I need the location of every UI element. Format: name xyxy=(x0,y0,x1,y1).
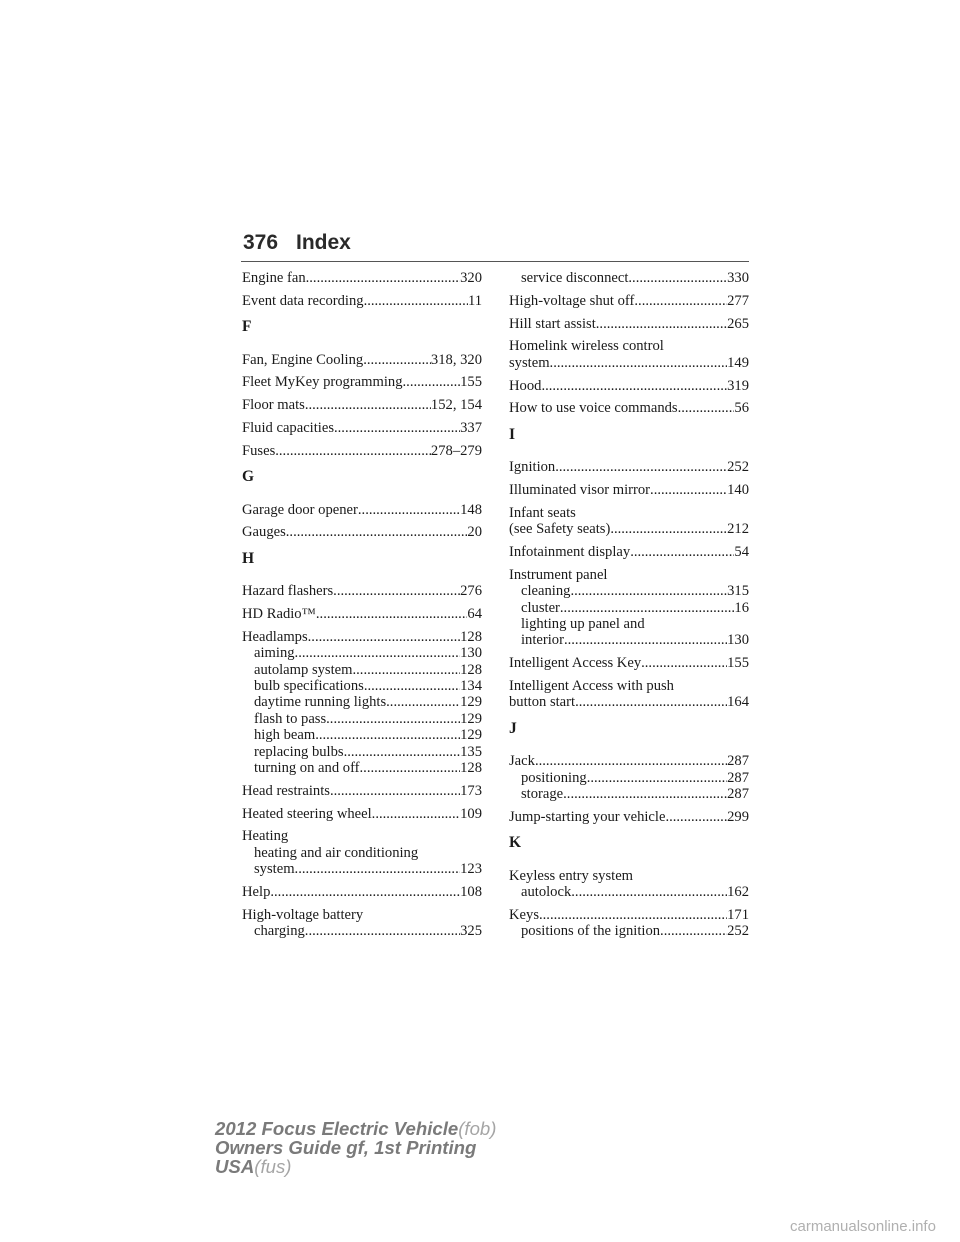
index-term: Fan, Engine Cooling xyxy=(242,351,364,368)
page-reference: 164 xyxy=(727,694,749,711)
index-entry-line xyxy=(509,338,749,354)
dot-leader xyxy=(286,524,468,540)
index-letter-heading: G xyxy=(242,468,255,486)
index-term: Gauges xyxy=(242,524,286,541)
index-term: lighting up panel and xyxy=(521,616,645,632)
index-entry xyxy=(509,400,749,416)
index-term: positioning xyxy=(521,769,587,786)
index-entry-line xyxy=(242,352,482,368)
index-term: Floor mats xyxy=(242,397,305,414)
index-term: positions of the ignition xyxy=(521,923,661,940)
dot-leader xyxy=(660,923,727,939)
index-term: HD Radio™ xyxy=(242,605,316,622)
page-reference: 330 xyxy=(727,270,749,286)
index-entry-line xyxy=(242,374,482,390)
index-letter-heading: H xyxy=(242,549,255,567)
dot-leader xyxy=(363,352,431,368)
index-term: high beam xyxy=(254,727,316,744)
page-reference: 320 xyxy=(460,270,482,286)
index-term: Keys xyxy=(509,906,539,923)
index-entry-line xyxy=(509,753,749,769)
index-entry-line xyxy=(509,378,749,394)
index-entry xyxy=(242,443,482,459)
index-subentry xyxy=(242,727,482,743)
page-reference: 265 xyxy=(727,315,749,332)
page-number: 376 xyxy=(243,231,279,254)
index-subentry xyxy=(242,711,482,727)
index-term: Infant seats xyxy=(509,504,576,521)
header-divider xyxy=(241,261,749,262)
page-reference: 56 xyxy=(734,400,749,417)
dot-leader xyxy=(270,884,460,900)
index-term: autolamp system xyxy=(254,661,353,678)
page-reference: 130 xyxy=(460,645,482,662)
dot-leader xyxy=(575,694,727,710)
watermark: carmanualsonline.info xyxy=(790,1218,936,1235)
dot-leader xyxy=(364,678,460,694)
dot-leader xyxy=(560,600,735,616)
page-reference: 152, 154 xyxy=(430,397,482,414)
index-entry-line xyxy=(242,420,482,436)
index-entry xyxy=(242,397,482,413)
index-entry xyxy=(509,338,749,371)
page-reference: 129 xyxy=(460,710,482,727)
index-entry xyxy=(509,544,749,560)
page-reference: 287 xyxy=(727,786,749,803)
index-term: Jack xyxy=(509,753,535,770)
dot-leader xyxy=(364,293,468,309)
index-term: Fleet MyKey programming xyxy=(242,374,403,391)
index-term: Hood xyxy=(509,377,542,394)
dot-leader xyxy=(386,694,460,710)
index-entry-line xyxy=(242,293,482,309)
index-term: (see Safety seats) xyxy=(509,521,611,538)
index-term: Garage door opener xyxy=(242,501,358,518)
index-entry xyxy=(242,374,482,390)
index-term: Hill start assist xyxy=(509,315,596,332)
dot-leader xyxy=(344,744,461,760)
page-title: Index xyxy=(296,231,351,254)
dot-leader xyxy=(570,583,727,599)
index-entry xyxy=(242,629,482,777)
index-entry-line xyxy=(242,606,482,622)
dot-leader xyxy=(334,420,460,436)
dot-leader xyxy=(403,374,461,390)
page-reference: 171 xyxy=(727,906,749,923)
footer-vehicle: 2012 Focus Electric Vehicle xyxy=(215,1118,459,1139)
dot-leader xyxy=(360,760,461,776)
index-term: turning on and off xyxy=(254,760,360,777)
index-entry xyxy=(509,868,749,901)
dot-leader xyxy=(634,293,727,309)
page-reference: 108 xyxy=(460,884,482,901)
index-term: Homelink wireless control xyxy=(509,338,664,355)
index-entry xyxy=(242,806,482,822)
page-reference: 16 xyxy=(734,599,749,616)
dot-leader xyxy=(564,632,727,648)
index-term: Event data recording xyxy=(242,292,364,309)
page-reference: 134 xyxy=(460,677,482,694)
index-term: flash to pass xyxy=(254,710,327,727)
index-column-right xyxy=(509,270,749,946)
index-term: service disconnect xyxy=(521,270,629,286)
page-reference: 148 xyxy=(460,501,482,518)
footer-publication-info xyxy=(215,1119,496,1177)
index-entry-line xyxy=(242,583,482,599)
index-letter-heading: F xyxy=(242,318,252,336)
index-subentry xyxy=(242,923,482,939)
index-term: High-voltage battery xyxy=(242,906,364,923)
footer-market-code: (fus) xyxy=(254,1156,292,1178)
dot-leader xyxy=(330,783,460,799)
index-entry-line xyxy=(242,806,482,822)
page-reference: 54 xyxy=(734,543,749,560)
page-reference: 155 xyxy=(460,374,482,391)
index-term: charging xyxy=(254,923,305,940)
page-reference: 135 xyxy=(460,743,482,760)
page-reference: 128 xyxy=(460,760,482,777)
page-reference: 252 xyxy=(727,923,749,940)
index-entry-line xyxy=(509,809,749,825)
page-reference: 173 xyxy=(460,782,482,799)
page-reference: 252 xyxy=(727,459,749,476)
index-entry xyxy=(509,567,749,649)
dot-leader xyxy=(315,727,460,743)
dot-leader xyxy=(305,397,431,413)
page-reference: 64 xyxy=(467,605,482,622)
index-subentry xyxy=(509,923,749,939)
index-entry-line xyxy=(509,293,749,309)
index-term: Ignition xyxy=(509,459,556,476)
index-entry-line xyxy=(242,270,482,286)
index-subentry xyxy=(242,744,482,760)
index-entry xyxy=(509,293,749,309)
dot-leader xyxy=(550,355,728,371)
page-reference: 129 xyxy=(460,694,482,711)
index-entry xyxy=(242,502,482,518)
dot-leader xyxy=(358,502,460,518)
index-entry xyxy=(509,482,749,498)
dot-leader xyxy=(295,861,461,877)
index-entry xyxy=(242,293,482,309)
index-entry-line xyxy=(242,443,482,459)
index-entry xyxy=(242,783,482,799)
page-reference: 337 xyxy=(460,419,482,436)
index-subentry xyxy=(242,645,482,661)
index-term: Fuses xyxy=(242,442,276,459)
index-entry-line xyxy=(242,629,482,645)
index-entry xyxy=(509,907,749,940)
dot-leader xyxy=(305,923,460,939)
index-term: aiming xyxy=(254,645,295,662)
index-term: replacing bulbs xyxy=(254,743,344,760)
dot-leader xyxy=(678,400,735,416)
index-term: Keyless entry system xyxy=(509,867,634,884)
index-entry-line xyxy=(509,400,749,416)
index-entry xyxy=(242,420,482,436)
index-term: Instrument panel xyxy=(509,566,608,583)
page-reference: 129 xyxy=(460,727,482,744)
index-subentry xyxy=(509,616,749,632)
index-letter-heading: I xyxy=(509,425,516,443)
page-reference: 319 xyxy=(727,377,749,394)
index-term: Fluid capacities xyxy=(242,419,334,436)
dot-leader xyxy=(535,753,727,769)
dot-leader xyxy=(372,806,460,822)
index-entry-line xyxy=(509,482,749,498)
page-reference: 299 xyxy=(727,808,749,825)
index-term: heating and air conditioning xyxy=(254,844,419,861)
index-entry xyxy=(509,678,749,711)
dot-leader xyxy=(275,443,431,459)
index-subentry xyxy=(509,770,749,786)
page-reference: 287 xyxy=(727,753,749,770)
page-reference: 212 xyxy=(727,521,749,538)
index-entry xyxy=(509,753,749,802)
dot-leader xyxy=(665,809,727,825)
index-term: How to use voice commands xyxy=(509,400,678,417)
page-reference: 162 xyxy=(727,884,749,901)
page-reference: 128 xyxy=(460,661,482,678)
index-entry xyxy=(509,378,749,394)
page-reference: 155 xyxy=(727,655,749,672)
index-term: system xyxy=(254,861,295,878)
index-term: Engine fan xyxy=(242,270,306,286)
index-entry-line xyxy=(509,544,749,560)
footer-market: USA xyxy=(215,1156,255,1178)
index-subentry xyxy=(242,662,482,678)
index-entry xyxy=(509,655,749,671)
index-subentry xyxy=(509,583,749,599)
footer-vehicle-code: (fob) xyxy=(458,1118,497,1139)
index-entry-line xyxy=(242,907,482,923)
dot-leader xyxy=(596,316,727,332)
page-reference: 128 xyxy=(460,628,482,645)
index-term: cleaning xyxy=(521,583,571,600)
index-entry xyxy=(242,583,482,599)
dot-leader xyxy=(326,711,460,727)
index-entry-line xyxy=(242,884,482,900)
index-entry-line xyxy=(509,694,749,710)
index-subentry xyxy=(509,884,749,900)
index-entry-line xyxy=(509,907,749,923)
index-term: Heating xyxy=(242,828,289,845)
page-reference: 11 xyxy=(467,292,482,309)
index-entry-line xyxy=(242,524,482,540)
index-entry-line xyxy=(509,678,749,694)
dot-leader xyxy=(306,270,460,286)
index-entry-line xyxy=(242,502,482,518)
index-entry-line xyxy=(242,783,482,799)
index-term: Headlamps xyxy=(242,628,308,645)
index-term: system xyxy=(509,354,550,371)
page-reference: 149 xyxy=(727,354,749,371)
page-reference: 276 xyxy=(460,583,482,600)
index-term: bulb specifications xyxy=(254,677,364,694)
footer-guide: Owners Guide gf, 1st Printing xyxy=(215,1137,477,1159)
index-entry xyxy=(509,270,749,286)
index-entry-line xyxy=(509,316,749,332)
dot-leader xyxy=(630,544,734,560)
index-entry-line xyxy=(509,868,749,884)
index-entry-line xyxy=(242,397,482,413)
index-term: Head restraints xyxy=(242,782,330,799)
index-subentry xyxy=(242,861,482,877)
index-term: Intelligent Access Key xyxy=(509,655,642,672)
index-entry xyxy=(242,907,482,940)
index-subentry xyxy=(509,632,749,648)
dot-leader xyxy=(563,786,727,802)
index-subentry xyxy=(509,600,749,616)
page-reference: 277 xyxy=(727,292,749,309)
dot-leader xyxy=(295,645,461,661)
page-reference: 109 xyxy=(460,805,482,822)
dot-leader xyxy=(555,459,727,475)
dot-leader xyxy=(539,907,727,923)
dot-leader xyxy=(308,629,460,645)
index-letter-heading: K xyxy=(509,834,522,852)
index-entry xyxy=(509,809,749,825)
index-term: daytime running lights xyxy=(254,694,387,711)
index-subentry xyxy=(242,845,482,861)
page-reference: 315 xyxy=(727,583,749,600)
page-reference: 278–279 xyxy=(430,442,482,459)
dot-leader xyxy=(628,270,727,286)
index-subentry xyxy=(509,786,749,802)
index-entry xyxy=(509,505,749,538)
index-entry-line xyxy=(509,567,749,583)
dot-leader xyxy=(650,482,727,498)
page-reference: 318, 320 xyxy=(430,351,482,368)
dot-leader xyxy=(316,606,468,622)
index-term: cluster xyxy=(521,599,560,616)
dot-leader xyxy=(610,521,727,537)
index-entry xyxy=(242,352,482,368)
index-term: High-voltage shut off xyxy=(509,292,635,309)
index-entry-line xyxy=(509,355,749,371)
index-term: interior xyxy=(521,632,564,649)
index-entry-line xyxy=(242,828,482,844)
dot-leader xyxy=(333,583,460,599)
index-entry-line xyxy=(509,521,749,537)
index-term: Illuminated visor mirror xyxy=(509,481,651,498)
index-entry xyxy=(242,270,482,286)
index-letter-heading: J xyxy=(509,719,517,737)
index-subentry xyxy=(242,678,482,694)
index-column-left xyxy=(242,270,482,946)
index-term: Help xyxy=(242,884,271,901)
index-entry xyxy=(242,524,482,540)
index-subentry xyxy=(242,694,482,710)
dot-leader xyxy=(571,884,727,900)
dot-leader xyxy=(641,655,727,671)
page-reference: 123 xyxy=(460,861,482,878)
index-subentry xyxy=(242,760,482,776)
index-entry xyxy=(509,316,749,332)
index-entry xyxy=(242,828,482,877)
index-term: autolock xyxy=(521,884,572,901)
page-reference: 325 xyxy=(460,923,482,940)
index-term: Jump-starting your vehicle xyxy=(509,808,666,825)
page-reference: 130 xyxy=(727,632,749,649)
index-entry-line xyxy=(509,459,749,475)
page-reference: 20 xyxy=(467,524,482,541)
index-term: storage xyxy=(521,786,564,803)
index-subentry xyxy=(509,270,749,286)
index-entry-line xyxy=(509,655,749,671)
index-term: Intelligent Access with push xyxy=(509,678,674,694)
index-term: Infotainment display xyxy=(509,543,631,560)
page-reference: 287 xyxy=(727,769,749,786)
dot-leader xyxy=(587,770,727,786)
dot-leader xyxy=(541,378,727,394)
index-term: button start xyxy=(509,694,576,711)
dot-leader xyxy=(353,662,461,678)
index-entry xyxy=(242,606,482,622)
index-entry xyxy=(509,459,749,475)
index-term: Heated steering wheel xyxy=(242,805,372,822)
index-term: Hazard flashers xyxy=(242,583,334,600)
index-entry-line xyxy=(509,505,749,521)
page-reference: 140 xyxy=(727,481,749,498)
index-entry xyxy=(242,884,482,900)
